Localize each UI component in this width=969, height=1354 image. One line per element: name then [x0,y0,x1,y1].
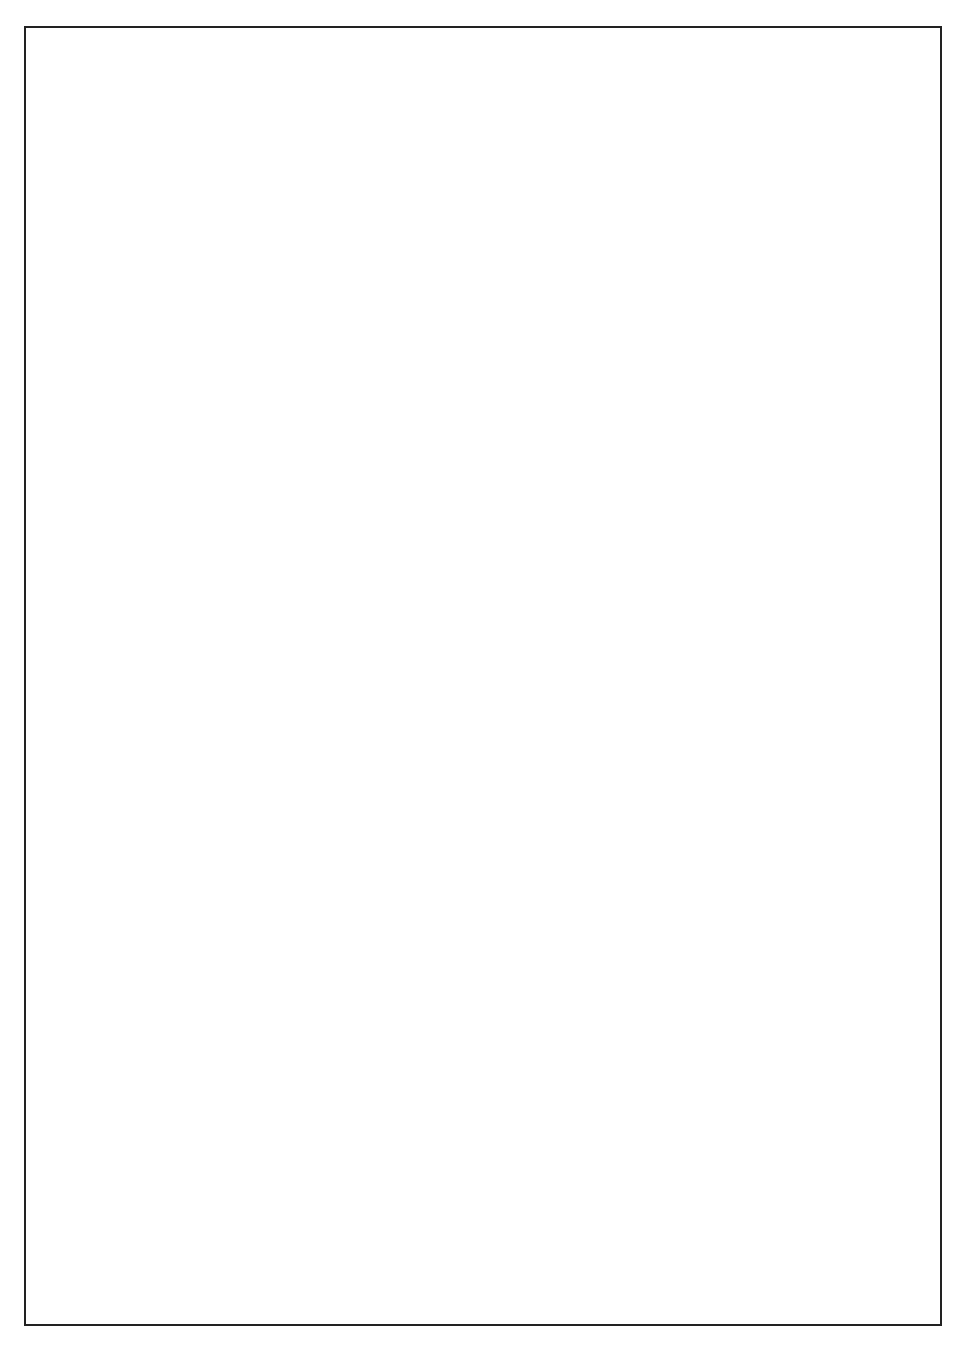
calligraphy-table [24,26,942,1326]
